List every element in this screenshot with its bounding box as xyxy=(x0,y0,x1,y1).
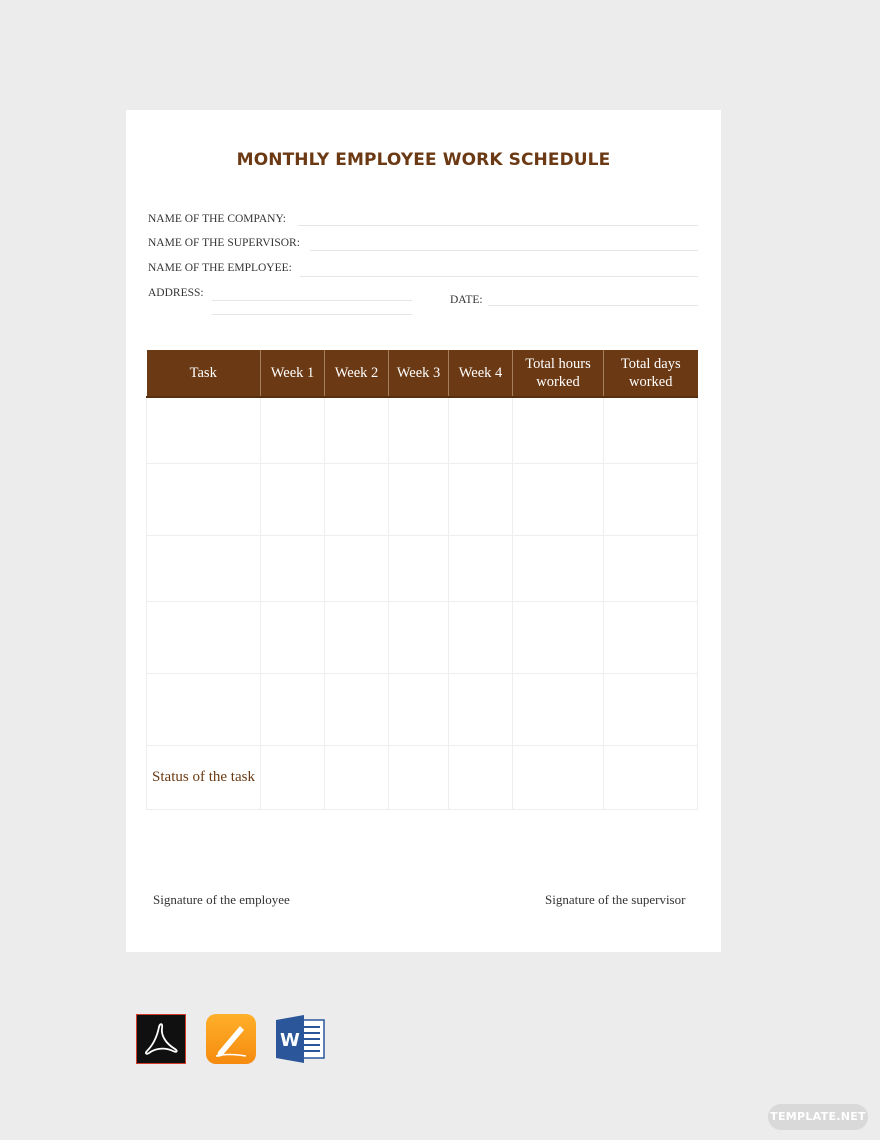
table-cell[interactable] xyxy=(513,601,604,673)
table-cell[interactable] xyxy=(261,745,325,809)
schedule-table xyxy=(146,350,698,810)
table-cell[interactable] xyxy=(604,673,698,745)
table-cell[interactable] xyxy=(513,745,604,809)
table-cell[interactable] xyxy=(513,535,604,601)
document-title: MONTHLY EMPLOYEE WORK SCHEDULE xyxy=(236,150,611,170)
table-row xyxy=(147,463,698,535)
table-cell[interactable] xyxy=(449,463,513,535)
table-cell[interactable] xyxy=(325,601,389,673)
table-row xyxy=(147,601,698,673)
header-week-2: Week 2 xyxy=(325,350,389,397)
table-cell[interactable] xyxy=(389,601,449,673)
address-line-1 xyxy=(212,300,412,301)
table-cell[interactable] xyxy=(604,601,698,673)
employee-name-line xyxy=(300,276,698,277)
table-row xyxy=(147,535,698,601)
address-label: ADDRESS: xyxy=(148,287,204,299)
table-cell[interactable] xyxy=(325,745,389,809)
table-cell[interactable] xyxy=(261,397,325,463)
table-cell[interactable] xyxy=(147,535,261,601)
table-cell[interactable] xyxy=(261,535,325,601)
header-total-hours: Total hours worked xyxy=(513,350,604,397)
table-cell[interactable] xyxy=(449,673,513,745)
table-cell[interactable] xyxy=(325,397,389,463)
table-cell[interactable] xyxy=(147,673,261,745)
table-cell[interactable] xyxy=(604,745,698,809)
table-cell[interactable] xyxy=(513,673,604,745)
table-cell[interactable] xyxy=(389,535,449,601)
document-sheet xyxy=(126,110,721,952)
watermark-badge: TEMPLATE.NET xyxy=(768,1104,868,1130)
address-line-2 xyxy=(212,314,412,315)
pages-icon[interactable] xyxy=(206,1014,256,1064)
date-line xyxy=(488,305,698,306)
table-cell[interactable] xyxy=(604,397,698,463)
table-cell[interactable] xyxy=(147,601,261,673)
table-cell[interactable] xyxy=(449,601,513,673)
table-cell[interactable] xyxy=(513,397,604,463)
svg-text:W: W xyxy=(280,1030,300,1051)
header-task: Task xyxy=(147,350,261,397)
pdf-icon[interactable] xyxy=(136,1014,186,1064)
table-cell[interactable] xyxy=(147,397,261,463)
table-cell[interactable] xyxy=(325,673,389,745)
table-cell[interactable] xyxy=(389,463,449,535)
table-cell[interactable] xyxy=(261,463,325,535)
table-cell[interactable] xyxy=(261,601,325,673)
word-icon[interactable] xyxy=(276,1014,326,1064)
table-cell[interactable] xyxy=(604,463,698,535)
table-cell[interactable] xyxy=(449,535,513,601)
table-row xyxy=(147,397,698,463)
table-cell[interactable] xyxy=(325,463,389,535)
table-cell[interactable] xyxy=(389,673,449,745)
header-week-1: Week 1 xyxy=(261,350,325,397)
table-cell[interactable] xyxy=(325,535,389,601)
table-cell[interactable] xyxy=(389,745,449,809)
table-cell[interactable] xyxy=(513,463,604,535)
table-cell[interactable] xyxy=(604,535,698,601)
table-cell[interactable] xyxy=(389,397,449,463)
table-cell[interactable] xyxy=(449,745,513,809)
table-header-row xyxy=(147,350,698,397)
header-week-3: Week 3 xyxy=(389,350,449,397)
supervisor-name-line xyxy=(310,250,698,251)
employee-signature-label: Signature of the employee xyxy=(153,892,290,907)
supervisor-signature-label: Signature of the supervisor xyxy=(545,892,686,907)
company-name-label: NAME OF THE COMPANY: xyxy=(148,213,286,225)
status-label: Status of the task xyxy=(147,745,261,809)
date-label: DATE: xyxy=(450,294,483,306)
supervisor-name-label: NAME OF THE SUPERVISOR: xyxy=(148,237,300,249)
table-cell[interactable] xyxy=(261,673,325,745)
status-row xyxy=(147,745,698,809)
table-row xyxy=(147,673,698,745)
table-cell[interactable] xyxy=(449,397,513,463)
header-total-days: Total days worked xyxy=(604,350,698,397)
table-cell[interactable] xyxy=(147,463,261,535)
company-name-line xyxy=(298,225,698,226)
header-week-4: Week 4 xyxy=(449,350,513,397)
employee-name-label: NAME OF THE EMPLOYEE: xyxy=(148,262,292,274)
